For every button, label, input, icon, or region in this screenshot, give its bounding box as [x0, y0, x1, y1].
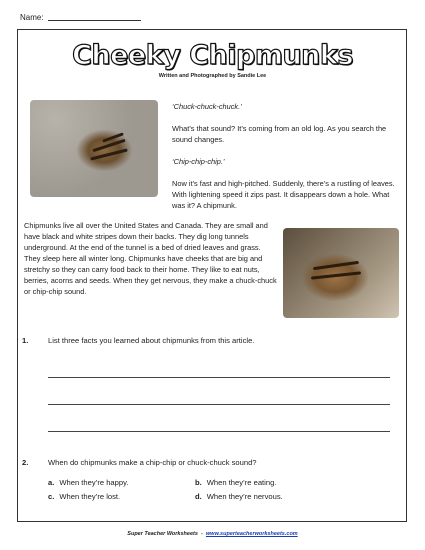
- story-quote-2: ‘Chip-chip-chip.’: [172, 157, 225, 166]
- choice-c[interactable]: [48, 492, 120, 501]
- name-field: [20, 13, 141, 22]
- story-paragraph-2: Now it’s fast and high-pitched. Suddenly, there’s a rustling of leaves. With lightening speed it zips past. It disappears down a hole. What was it? A chipmunk.: [172, 179, 395, 210]
- question-1-number: 1.: [22, 336, 29, 345]
- choice-a[interactable]: [48, 478, 128, 487]
- answer-line-3[interactable]: [48, 431, 390, 432]
- footer: [0, 531, 425, 537]
- footer-url-link[interactable]: www.superteacherworksheets.com: [205, 531, 298, 537]
- choice-d[interactable]: [195, 492, 283, 501]
- name-blank-line[interactable]: [48, 20, 141, 21]
- answer-line-2[interactable]: [48, 404, 390, 405]
- name-label: Name:: [20, 13, 44, 22]
- choice-b[interactable]: [195, 478, 276, 487]
- answer-line-1[interactable]: [48, 377, 390, 378]
- footer-separator: -: [200, 531, 203, 537]
- question-1-text: List three facts you learned about chipmunks from this article.: [48, 336, 255, 345]
- question-2-text: When do chipmunks make a chip-chip or chuck-chuck sound?: [48, 458, 257, 467]
- story-quote-1: ‘Chuck-chuck-chuck.’: [172, 102, 242, 111]
- chipmunk-photo-1: [30, 100, 158, 197]
- question-2-number: 2.: [22, 458, 29, 467]
- story-paragraph-3: Chipmunks live all over the United States and Canada. They are small and have black and white stripes down their backs. They dig long tunnels underground. At the end of the tunnel is a bed of dried leaves and grass. They sleep here all winter long. Chipmunks have cheeks that are big and stretchy so they can carry food back to their home. They like to eat nuts, berries, acorns and seeds. When they get nervous, they make a chuck-chuck or chip-chip sound.: [24, 221, 277, 296]
- choice-c-letter: c.: [48, 492, 55, 501]
- choice-a-letter: a.: [48, 478, 55, 487]
- choice-a-text: When they’re happy.: [59, 478, 129, 487]
- choice-b-letter: b.: [195, 478, 202, 487]
- story-paragraph-1: What’s that sound? It’s coming from an old log. As you search the sound changes.: [172, 124, 387, 144]
- chipmunk-photo-2: [283, 228, 399, 318]
- choice-c-text: When they’re lost.: [59, 492, 121, 501]
- choice-d-letter: d.: [195, 492, 202, 501]
- worksheet-title: Cheeky Chipmunks: [72, 40, 353, 71]
- choice-d-text: When they’re nervous.: [206, 492, 283, 501]
- byline: Written and Photographed by Sandie Lee: [158, 73, 267, 79]
- choice-b-text: When they’re eating.: [206, 478, 277, 487]
- footer-brand: Super Teacher Worksheets: [127, 531, 198, 537]
